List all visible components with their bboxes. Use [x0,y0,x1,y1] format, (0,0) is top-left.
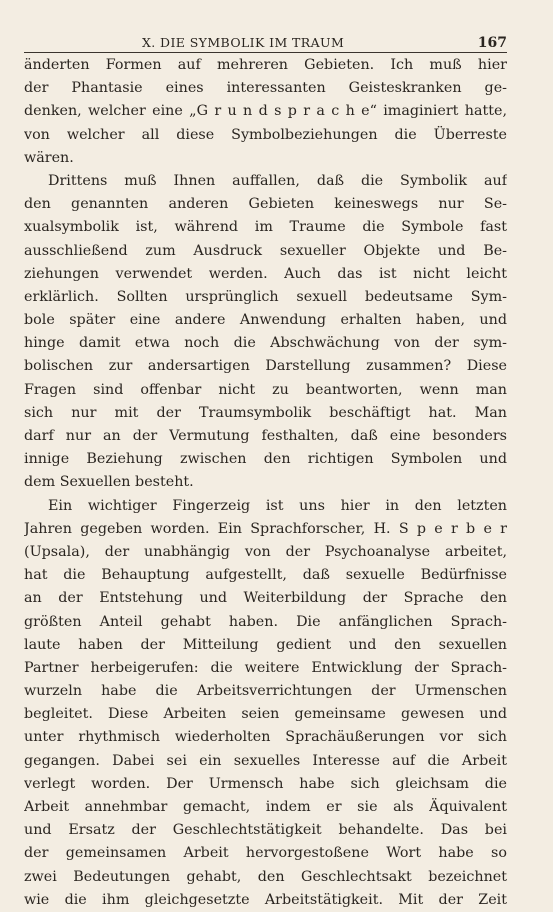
text-line: von welcher all diese Symbolbeziehungen die Überreste [24,126,507,143]
text-line: laute haben der Mitteilung gedient und den sexuellen [24,636,507,653]
text-line: an der Entstehung und Weiterbildung der Sprache den [24,590,507,607]
text-line: änderten Formen auf mehreren Gebieten. Ich muß hier [24,57,507,73]
text-line: begleitet. Diese Arbeiten seien gemeinsame gewesen und [24,706,507,723]
text-line: erklärlich. Sollten ursprünglich sexuell bedeutsame Sym- [24,288,507,305]
text-line: unter rhythmisch wiederholten Sprachäußerungen vor sich [24,729,507,746]
text-line: Arbeit annehmbar gemacht, indem er sie als Äquivalent [24,799,507,815]
running-header [24,30,507,53]
text-line: wären. [24,149,74,166]
page-number: 167 [477,35,507,51]
text-line: Partner herbeigerufen: die weitere Entwicklung der Sprach- [24,659,507,676]
text-line: denken, welcher eine „G r u n d s p r a c h e“ imaginiert hatte, [24,103,507,120]
text-line: Ein wichtiger Fingerzeig ist uns hier in den letzten [48,497,507,514]
text-line: xualsymbolik ist, während im Traume die Symbole fast [24,219,507,236]
text-line: innige Beziehung zwischen den richtigen Symbolen und [24,451,507,468]
text-line: Drittens muß Ihnen auffallen, daß die Symbolik auf [48,172,507,189]
text-line: ausschließend zum Ausdruck sexueller Objekte und Be- [24,242,507,259]
text-line: ziehungen verwendet werden. Auch das ist nicht leicht [24,265,507,282]
text-line: verlegt worden. Der Urmensch habe sich gleichsam die [24,775,507,792]
text-line: bole später eine andere Anwendung erhalten haben, und [24,312,507,329]
text-line: sich nur mit der Traumsymbolik beschäftigt hat. Man [24,404,507,421]
text-line: dem Sexuellen besteht. [24,474,194,491]
text-line: Fragen sind offenbar nicht zu beantworten, wenn man [24,381,507,398]
text-line: den genannten anderen Gebieten keineswegs nur Se- [24,196,507,213]
text-line: zwei Bedeutungen gehabt, den Geschlechtsakt bezeichnet [24,868,507,885]
text-line: bolischen zur andersartigen Darstellung zusammen? Diese [24,358,507,375]
text-line: größten Anteil gehabt haben. Die anfänglichen Sprach- [24,613,507,630]
text-line: der gemeinsamen Arbeit hervorgestoßene Wort habe so [24,845,507,862]
chapter-title: X. DIE SYMBOLIK IM TRAUM [142,35,345,50]
text-line: wie die ihm gleichgesetzte Arbeitstätigkeit. Mit der Zeit [24,891,507,908]
text-line: und Ersatz der Geschlechtstätigkeit behandelte. Das bei [24,822,507,839]
text-line: darf nur an der Vermutung festhalten, daß eine besonders [24,428,507,444]
text-line: hat die Behauptung aufgestellt, daß sexuelle Bedürfnisse [24,567,507,584]
text-line: (Upsala), der unabhängig von der Psychoanalyse arbeitet, [24,543,507,560]
text-line: hinge damit etwa noch die Abschwächung von der sym- [24,335,507,352]
text-line: der Phantasie eines interessanten Geisteskranken ge- [24,80,507,97]
text-line: gegangen. Dabei sei ein sexuelles Interesse auf die Arbeit [24,752,507,769]
text-line: wurzeln habe die Arbeitsverrichtungen der Urmenschen [24,683,507,700]
text-line: Jahren gegeben worden. Ein Sprachforscher, H. S p e r b e r [24,520,507,537]
body-text [24,54,507,912]
